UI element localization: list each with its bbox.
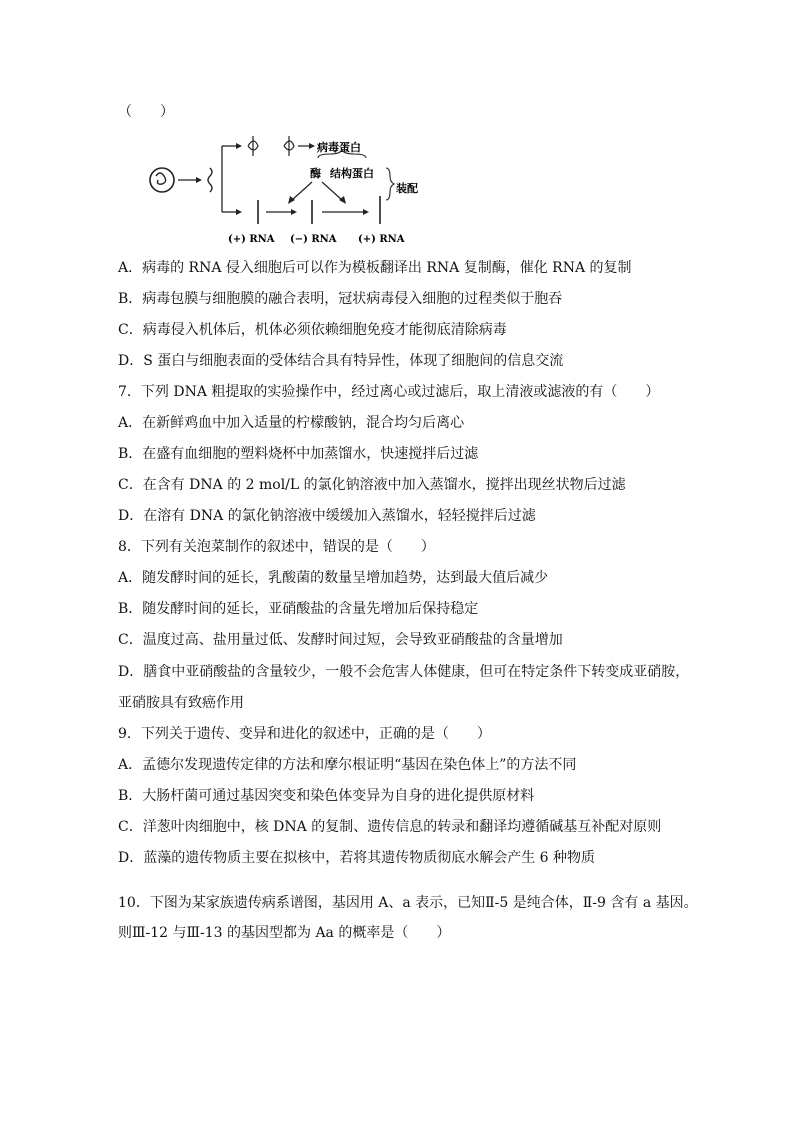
q8-stem: 8．下列有关泡菜制作的叙述中，错误的是（ ） [118, 539, 435, 555]
q7-option-a: A．在新鲜鸡血中加入适量的柠檬酸钠，混合均匀后离心 [118, 415, 465, 431]
label-rna-plus-2: (+) RNA [358, 234, 405, 245]
q9-option-a: A．孟德尔发现遗传定律的方法和摩尔根证明“基因在染色体上”的方法不同 [118, 757, 577, 773]
q6-option-a: A．病毒的 RNA 侵入细胞后可以作为模板翻译出 RNA 复制酶，催化 RNA 的复制 [118, 260, 632, 276]
assembly-brace [386, 168, 394, 200]
top-paren: （ ） [118, 104, 174, 120]
enzyme-arrows [288, 182, 346, 204]
q7-option-b: B．在盛有血细胞的塑料烧杯中加蒸馏水，快速搅拌后过滤 [118, 446, 479, 462]
q9-option-d: D．蓝藻的遗传物质主要在拟核中，若将其遗传物质彻底水解会产生 6 种物质 [118, 850, 596, 866]
rna-bars [258, 196, 380, 224]
q10-line1: 10．下图为某家族遗传病系谱图，基因用 A、a 表示，已知Ⅱ-5 是纯合体，Ⅱ-9 含有 a 基因。 [118, 895, 698, 911]
label-enzyme: 酶 [310, 167, 321, 180]
q7-option-d: D．在溶有 DNA 的氯化钠溶液中缓缓加入蒸馏水，轻轻搅拌后过滤 [118, 508, 536, 524]
q9-stem: 9．下列关于遗传、变异和进化的叙述中，正确的是（ ） [118, 726, 491, 742]
virus-replication-diagram [140, 132, 420, 248]
arrow-virus-to-rna [178, 177, 202, 183]
q6-option-b: B．病毒包膜与细胞膜的融合表明，冠状病毒侵入细胞的过程类似于胞吞 [118, 291, 563, 307]
q9-option-c: C．洋葱叶肉细胞中，核 DNA 的复制、遗传信息的转录和翻译均遵循碱基互补配对原则 [118, 819, 662, 835]
label-rna-minus: (−) RNA [290, 234, 337, 245]
q6-option-c: C．病毒侵入机体后，机体必须依赖细胞免疫才能彻底清除病毒 [118, 322, 507, 338]
label-assembly: 装配 [396, 182, 418, 195]
branch-bracket [222, 143, 242, 215]
q7-stem: 7．下列 DNA 粗提取的实验操作中，经过离心或过滤后，取上清液或滤液的有（ ） [118, 384, 660, 400]
q6-option-d: D．S 蛋白与细胞表面的受体结合具有特异性，体现了细胞间的信息交流 [118, 353, 564, 369]
q10-line2: 则Ⅲ-12 与Ⅲ-13 的基因型都为 Aa 的概率是（ ） [118, 925, 451, 941]
virus-icon [150, 168, 174, 192]
q8-option-b: B．随发酵时间的延长，亚硝酸盐的含量先增加后保持稳定 [118, 601, 479, 617]
label-virus-protein: 病毒蛋白 [317, 141, 361, 154]
q8-option-c: C．温度过高、盐用量过低、发酵时间过短，会导致亚硝酸盐的含量增加 [118, 632, 563, 648]
q8-option-d: D．膳食中亚硝酸盐的含量较少，一般不会危害人体健康，但可在特定条件下转变成亚硝胺， [118, 664, 690, 680]
q8-option-a: A．随发酵时间的延长，乳酸菌的数量呈增加趋势，达到最大值后减少 [118, 570, 549, 586]
q7-option-c: C．在含有 DNA 的 2 mol/L 的氯化钠溶液中加入蒸馏水，搅拌出现丝状物后过滤 [118, 477, 626, 493]
translation-icon [248, 136, 315, 156]
label-structural-protein: 结构蛋白 [330, 167, 374, 180]
q8-option-d-cont: 亚硝胺具有致癌作用 [118, 695, 244, 711]
label-rna-plus-1: (+) RNA [228, 234, 275, 245]
q9-option-b: B．大肠杆菌可通过基因突变和染色体变异为自身的进化提供原材料 [118, 788, 535, 804]
rna-strand-icon [208, 168, 212, 192]
